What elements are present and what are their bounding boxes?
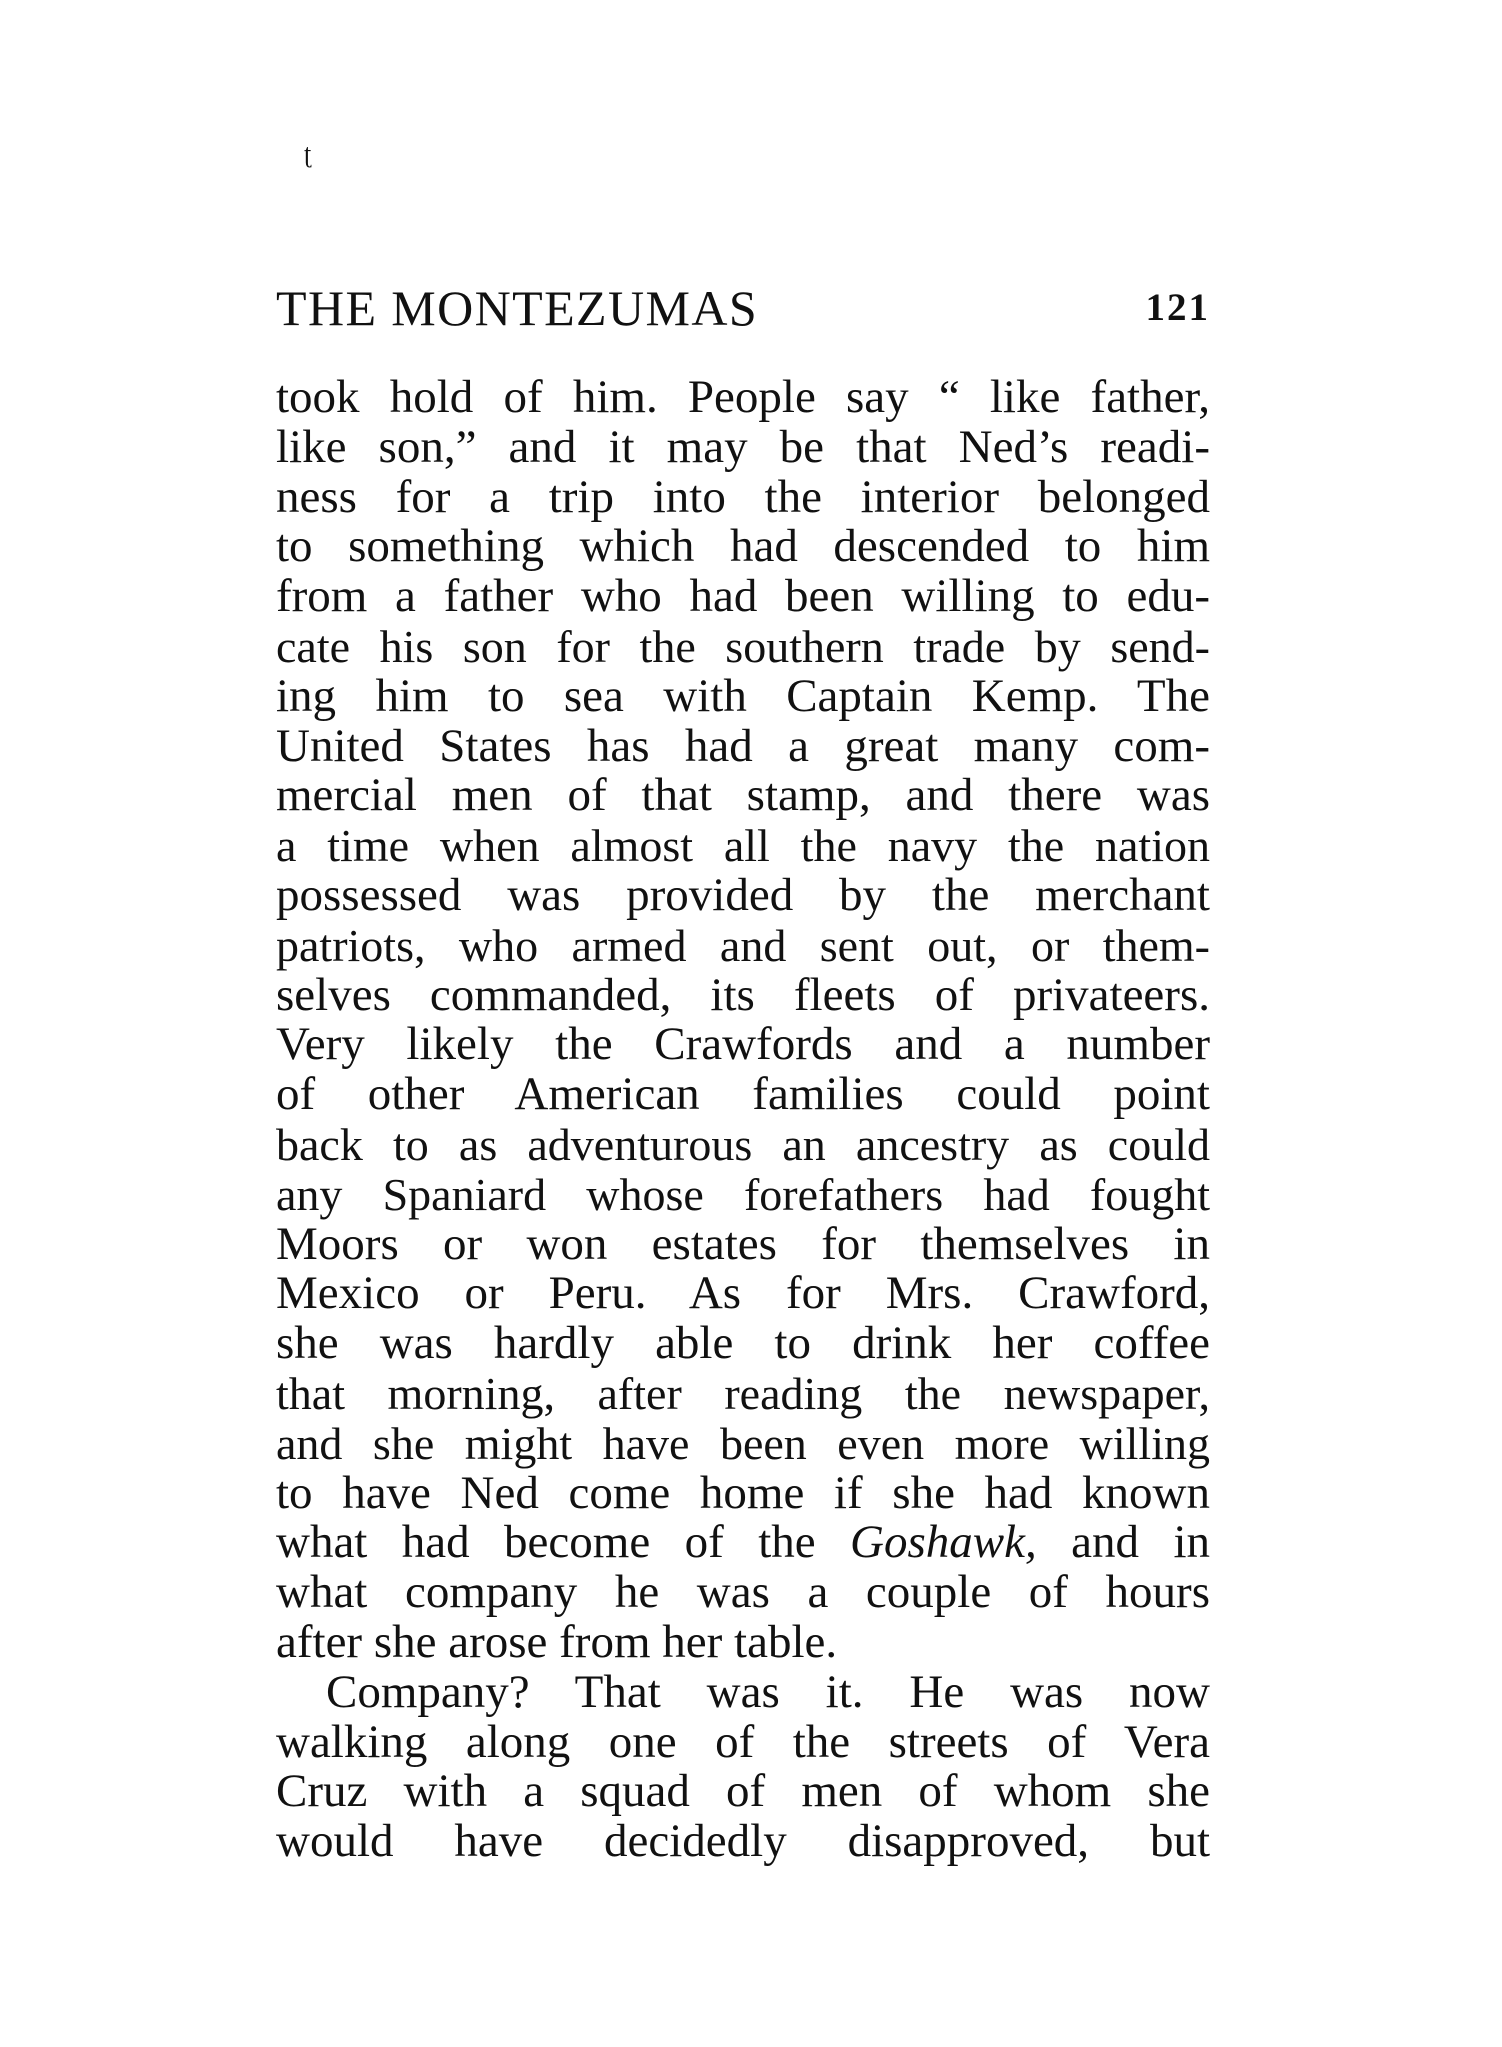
text-line: United States has had a great many com- [276,719,1210,772]
text-line: to something which had descended to him [276,520,1210,573]
text-line: patriots, who armed and sent out, or them- [276,919,1210,971]
text-line: cate his son for the southern trade by send- [276,620,1210,672]
text-line: like son,” and it may be that Ned’s readi- [276,420,1210,473]
text-line: from a father who had been willing to edu- [276,570,1210,623]
paragraph-end-line: after she arose from her table. [276,1615,838,1668]
text-line: back to as adventurous an ancestry as could [276,1118,1210,1170]
text-line: any Spaniard whose forefathers had fought [276,1168,1210,1220]
text-line: Moors or won estates for themselves in [276,1217,1210,1270]
paragraph-two-line: Company? That was it. He was now [326,1665,1210,1718]
text-line: ness for a trip into the interior belonged [276,470,1210,523]
body-text [276,373,1210,1867]
ship-name: Goshawk, [850,1516,1037,1569]
text-line: she was hardly able to drink her coffee [276,1317,1210,1370]
goshawk-line-before: what had become of the [276,1516,816,1569]
text-line: ing him to sea with Captain Kemp. The [276,669,1210,722]
page-number: 121 [1145,286,1210,329]
text-line: of other American families could point [276,1068,1210,1121]
text-line: to have Ned come home if she had known [276,1466,1210,1519]
goshawk-line [276,1518,1210,1568]
paragraph-two-line: Cruz with a squad of men of whom she [276,1765,1210,1818]
text-line: took hold of him. People say “ like father, [276,371,1210,423]
running-title: THE MONTEZUMAS [276,280,759,336]
goshawk-line-after: and in [1071,1516,1211,1569]
paragraph-two-line: walking along one of the streets of Vera [276,1715,1210,1768]
stray-ink-mark: ʈ [304,139,312,168]
text-line: mercial men of that stamp, and there was [276,769,1210,822]
text-line: selves commanded, its fleets of privateers. [276,968,1210,1021]
text-line: Very likely the Crawfords and a number [276,1018,1210,1071]
text-line: a time when almost all the navy the nation [276,820,1210,872]
text-line: what company he was a couple of hours [276,1566,1210,1619]
text-line: that morning, after reading the newspaper, [276,1367,1210,1419]
text-line: and she might have been even more willing [276,1417,1210,1469]
page-header [276,276,1210,340]
text-line: possessed was provided by the merchant [276,868,1210,921]
paragraph-two-line: would have decidedly disapproved, but [276,1815,1210,1868]
text-line: Mexico or Peru. As for Mrs. Crawford, [276,1267,1210,1320]
